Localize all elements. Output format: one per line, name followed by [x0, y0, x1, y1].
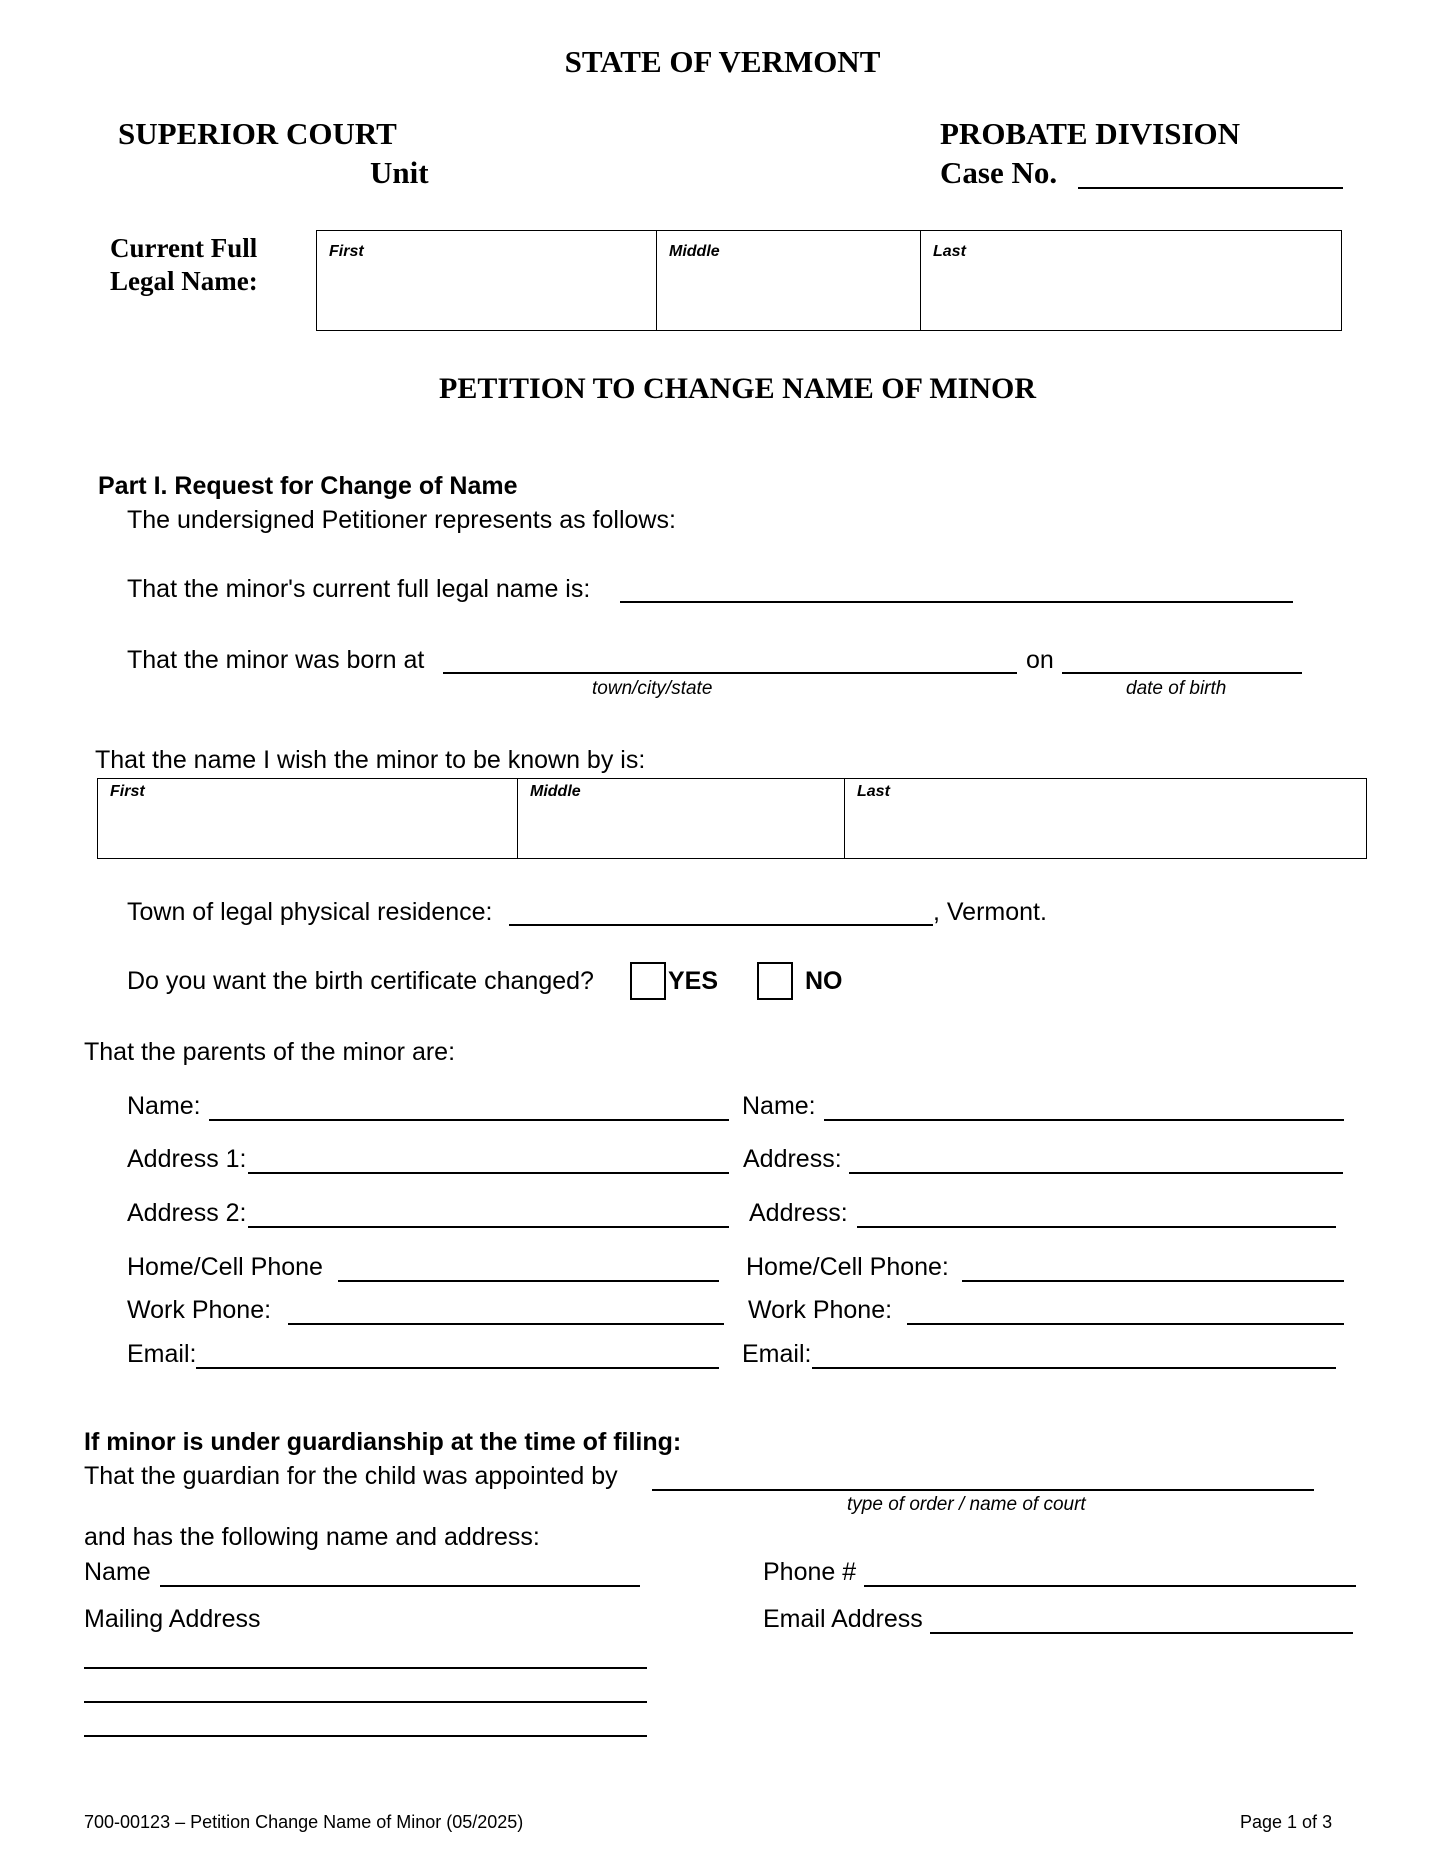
current-name-label-line2: Legal Name:	[110, 266, 258, 296]
parent2-email-label: Email:	[742, 1340, 812, 1368]
parent2-email-line	[812, 1367, 1336, 1369]
new-name-table	[97, 778, 1367, 859]
new-last-label: Last	[857, 783, 890, 800]
petition-title: PETITION TO CHANGE NAME OF MINOR	[439, 372, 1036, 405]
parent2-home-phone-line	[962, 1280, 1344, 1282]
parent1-home-phone-line	[338, 1280, 719, 1282]
parent2-name-input[interactable]	[826, 1090, 1342, 1118]
parent1-address1-input[interactable]	[250, 1143, 727, 1171]
parent1-work-phone-label: Work Phone:	[127, 1296, 272, 1324]
guardian-appointed-input[interactable]	[654, 1460, 1312, 1488]
guardian-intro: and has the following name and address:	[84, 1523, 540, 1551]
division-name: PROBATE DIVISION	[940, 116, 1241, 151]
current-middle-label: Middle	[669, 243, 720, 260]
mailing-input-3[interactable]	[86, 1706, 645, 1734]
guardian-appointed-label: That the guardian for the child was appointed by	[84, 1462, 618, 1490]
part1-heading: Part I. Request for Change of Name	[98, 472, 518, 500]
parent1-email-line	[196, 1367, 719, 1369]
new-name-label: That the name I wish the minor to be known by is:	[95, 746, 646, 774]
new-last-cell	[844, 779, 1366, 858]
parent2-home-phone-input[interactable]	[964, 1251, 1342, 1279]
parent2-work-phone-label: Work Phone:	[748, 1296, 893, 1324]
current-last-cell	[920, 231, 1341, 330]
page-number: Page 1 of 3	[1240, 1812, 1333, 1832]
parent2-work-phone-input[interactable]	[909, 1294, 1342, 1322]
parent1-address2-line	[248, 1226, 729, 1228]
yes-checkbox[interactable]	[630, 962, 666, 1000]
mailing-input-2[interactable]	[86, 1672, 645, 1700]
parent2-email-input[interactable]	[814, 1338, 1334, 1366]
order-caption: type of order / name of court	[847, 1494, 1086, 1515]
parent2-work-phone-line	[907, 1323, 1344, 1325]
unit-label: Unit	[370, 155, 429, 190]
residence-line	[509, 924, 933, 926]
parents-heading: That the parents of the minor are:	[84, 1038, 456, 1066]
on-label: on	[1026, 646, 1054, 674]
parent2-address2-input[interactable]	[859, 1197, 1334, 1225]
guardian-mailing-label: Mailing Address	[84, 1605, 261, 1633]
case-no-line	[1078, 187, 1343, 189]
parent2-address1-label: Address:	[743, 1145, 842, 1173]
part1-intro: The undersigned Petitioner represents as follows:	[127, 506, 676, 534]
guardian-email-input[interactable]	[932, 1603, 1351, 1631]
parent1-name-input[interactable]	[211, 1090, 727, 1118]
parent1-email-input[interactable]	[198, 1338, 717, 1366]
case-no-label: Case No.	[940, 155, 1058, 190]
guardian-email-line	[930, 1632, 1353, 1634]
parent1-name-line	[209, 1119, 729, 1121]
guardian-phone-line	[864, 1585, 1356, 1587]
current-name-label-line1: Current Full	[110, 233, 258, 263]
parent1-home-phone-label: Home/Cell Phone	[127, 1253, 323, 1281]
dob-caption: date of birth	[1126, 678, 1227, 699]
guardian-name-line	[160, 1585, 640, 1587]
new-first-cell	[98, 779, 517, 858]
no-label: NO	[805, 967, 843, 995]
guardian-phone-label: Phone #	[763, 1558, 857, 1586]
mailing-line-2	[84, 1701, 647, 1703]
born-at-input[interactable]	[445, 643, 1015, 671]
yes-label: YES	[668, 967, 719, 995]
residence-label: Town of legal physical residence:	[127, 898, 493, 926]
new-first-input[interactable]	[106, 818, 509, 852]
minor-name-input[interactable]	[622, 572, 1290, 600]
parent1-address2-label: Address 2:	[127, 1199, 247, 1227]
new-middle-cell	[517, 779, 844, 858]
mailing-line-1	[84, 1667, 647, 1669]
born-at-line	[443, 672, 1017, 674]
current-middle-cell	[656, 231, 920, 330]
parent1-work-phone-input[interactable]	[290, 1294, 722, 1322]
current-last-input[interactable]	[929, 286, 1333, 320]
guardian-name-label: Name	[84, 1558, 151, 1586]
residence-suffix: , Vermont.	[933, 898, 1047, 926]
parent2-address1-line	[849, 1172, 1343, 1174]
no-checkbox[interactable]	[757, 962, 793, 1000]
new-first-label: First	[110, 783, 145, 800]
current-first-label: First	[329, 243, 364, 260]
current-name-label	[110, 232, 258, 298]
parent2-address1-input[interactable]	[851, 1143, 1341, 1171]
form-id: 700-00123 – Petition Change Name of Minor (05/2025)	[84, 1812, 524, 1832]
parent1-address2-input[interactable]	[250, 1197, 727, 1225]
current-name-table	[316, 230, 1342, 331]
parent2-address2-line	[857, 1226, 1336, 1228]
minor-name-line	[620, 601, 1293, 603]
birth-cert-label: Do you want the birth certificate changed?	[127, 967, 594, 995]
current-first-cell	[317, 231, 656, 330]
parent2-name-label: Name:	[742, 1092, 816, 1120]
guardian-phone-input[interactable]	[866, 1556, 1354, 1584]
born-at-label: That the minor was born at	[127, 646, 425, 674]
residence-input[interactable]	[511, 895, 931, 923]
minor-name-label: That the minor's current full legal name is:	[127, 575, 591, 603]
parent2-home-phone-label: Home/Cell Phone:	[746, 1253, 949, 1281]
parent1-email-label: Email:	[127, 1340, 197, 1368]
mailing-line-3	[84, 1735, 647, 1737]
case-no-input[interactable]	[1080, 158, 1342, 186]
parent2-name-line	[824, 1119, 1344, 1121]
state-title: STATE OF VERMONT	[564, 44, 881, 79]
parent1-name-label: Name:	[127, 1092, 201, 1120]
dob-input[interactable]	[1064, 643, 1300, 671]
parent1-address1-label: Address 1:	[127, 1145, 247, 1173]
new-middle-label: Middle	[530, 783, 581, 800]
parent2-address2-label: Address:	[749, 1199, 848, 1227]
guardian-appointed-line	[652, 1489, 1314, 1491]
guardian-heading: If minor is under guardianship at the time of filing:	[84, 1428, 682, 1456]
court-name: SUPERIOR COURT	[118, 116, 397, 151]
dob-line	[1062, 672, 1302, 674]
mailing-input-1[interactable]	[86, 1638, 645, 1666]
guardian-name-input[interactable]	[162, 1556, 638, 1584]
town-caption: town/city/state	[592, 678, 713, 699]
new-last-input[interactable]	[853, 818, 1358, 852]
new-middle-input[interactable]	[526, 818, 836, 852]
parent1-address1-line	[248, 1172, 729, 1174]
current-first-input[interactable]	[325, 286, 648, 320]
current-last-label: Last	[933, 243, 966, 260]
parent1-work-phone-line	[288, 1323, 724, 1325]
parent1-home-phone-input[interactable]	[340, 1251, 717, 1279]
current-middle-input[interactable]	[665, 286, 912, 320]
guardian-email-label: Email Address	[763, 1605, 923, 1633]
